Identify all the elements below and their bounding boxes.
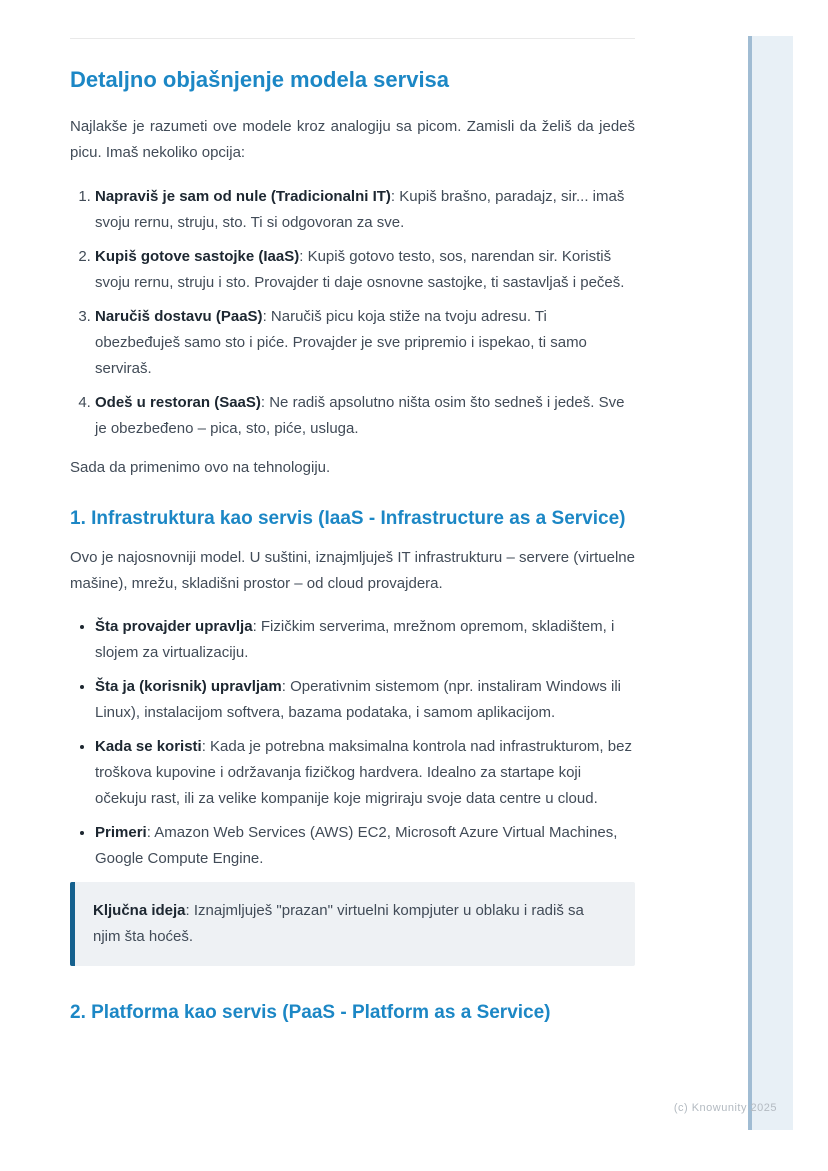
document-content bbox=[70, 38, 635, 1027]
list-item-text: : Fizičkim serverima, mrežnom opremom, skladištem, i slojem za virtualizaciju. bbox=[95, 618, 615, 661]
list-item bbox=[95, 184, 635, 236]
list-item-lead: Šta provajder upravlja bbox=[95, 618, 253, 635]
watermark: (c) Knowunity 2025 bbox=[673, 1102, 777, 1114]
list-item-lead: Naručiš dostavu (PaaS) bbox=[95, 308, 263, 325]
list-item-text: : Naručiš picu koja stiže na tvoju adresu. Ti obezbeđuješ samo sto i piće. Provajder je sve pripremio i ispekao, ti samo serviraš. bbox=[95, 308, 587, 377]
list-item-text: : Operativnim sistemom (npr. instaliram Windows ili Linux), instalacijom softvera, bazama podataka, i samom aplikacijom. bbox=[95, 678, 621, 721]
list-item-lead: Primeri bbox=[95, 824, 147, 841]
transition-paragraph: Sada da primenimo ovo na tehnologiju. bbox=[70, 459, 331, 476]
list-item bbox=[95, 390, 635, 442]
callout-lead: Ključna ideja bbox=[93, 902, 186, 919]
list-item bbox=[95, 674, 635, 726]
list-item-text: : Kada je potrebna maksimalna kontrola nad infrastrukturom, bez troškova kupovine i održavanja fizičkog hardvera. Idealno za startape koji očekuju rast, ili za velike kompanije koje migriraju svoje data centre u cloud. bbox=[95, 738, 632, 807]
iaas-details-list bbox=[70, 614, 635, 872]
list-item bbox=[95, 244, 635, 296]
list-item-lead: Kada se koristi bbox=[95, 738, 202, 755]
section-1-heading: 1. Infrastruktura kao servis (IaaS - Infrastructure as a Service) bbox=[70, 508, 626, 529]
list-item bbox=[95, 304, 635, 382]
list-item-lead: Šta ja (korisnik) upravljam bbox=[95, 678, 282, 695]
scrollbar-track[interactable] bbox=[748, 36, 793, 1130]
list-item-text: : Kupiš brašno, paradajz, sir... imaš svoju rernu, struju, sto. Ti si odgovoran za sve. bbox=[95, 188, 625, 231]
page-title: Detaljno objašnjenje modela servisa bbox=[70, 67, 450, 92]
list-item bbox=[95, 734, 635, 812]
list-item-lead: Kupiš gotove sastojke (IaaS) bbox=[95, 248, 300, 265]
list-item-text: : Amazon Web Services (AWS) EC2, Microsoft Azure Virtual Machines, Google Compute Engine. bbox=[95, 824, 618, 867]
list-item-lead: Odeš u restoran (SaaS) bbox=[95, 394, 261, 411]
pizza-analogy-list bbox=[70, 184, 635, 442]
list-item-lead: Napraviš je sam od nule (Tradicionalni IT) bbox=[95, 188, 391, 205]
list-item bbox=[95, 614, 635, 666]
list-item-text: : Kupiš gotovo testo, sos, narendan sir. Koristiš svoju rernu, struju i sto. Provajder ti daje osnovne sastojke, ti sastavljaš i pečeš. bbox=[95, 248, 625, 291]
list-item bbox=[95, 820, 635, 872]
section-1-intro: Ovo je najosnovniji model. U suštini, iznajmljuješ IT infrastrukturu – servere (virtuelne mašine), mrežu, skladišni prostor – od cloud provajdera. bbox=[70, 549, 635, 592]
section-2-heading: 2. Platforma kao servis (PaaS - Platform as a Service) bbox=[70, 1002, 551, 1023]
callout-paragraph bbox=[93, 898, 613, 950]
list-item-text: : Ne radiš apsolutno ništa osim što sedneš i jedeš. Sve je obezbeđeno – pica, sto, piće, usluga. bbox=[95, 394, 625, 437]
callout-text: : Iznajmljuješ "prazan" virtuelni kompjuter u oblaku i radiš sa njim šta hoćeš. bbox=[93, 902, 584, 945]
intro-paragraph: Najlakše je razumeti ove modele kroz analogiju sa picom. Zamisli da želiš da jedeš picu. Imaš nekoliko opcija: bbox=[70, 118, 635, 161]
key-idea-callout bbox=[70, 882, 635, 966]
